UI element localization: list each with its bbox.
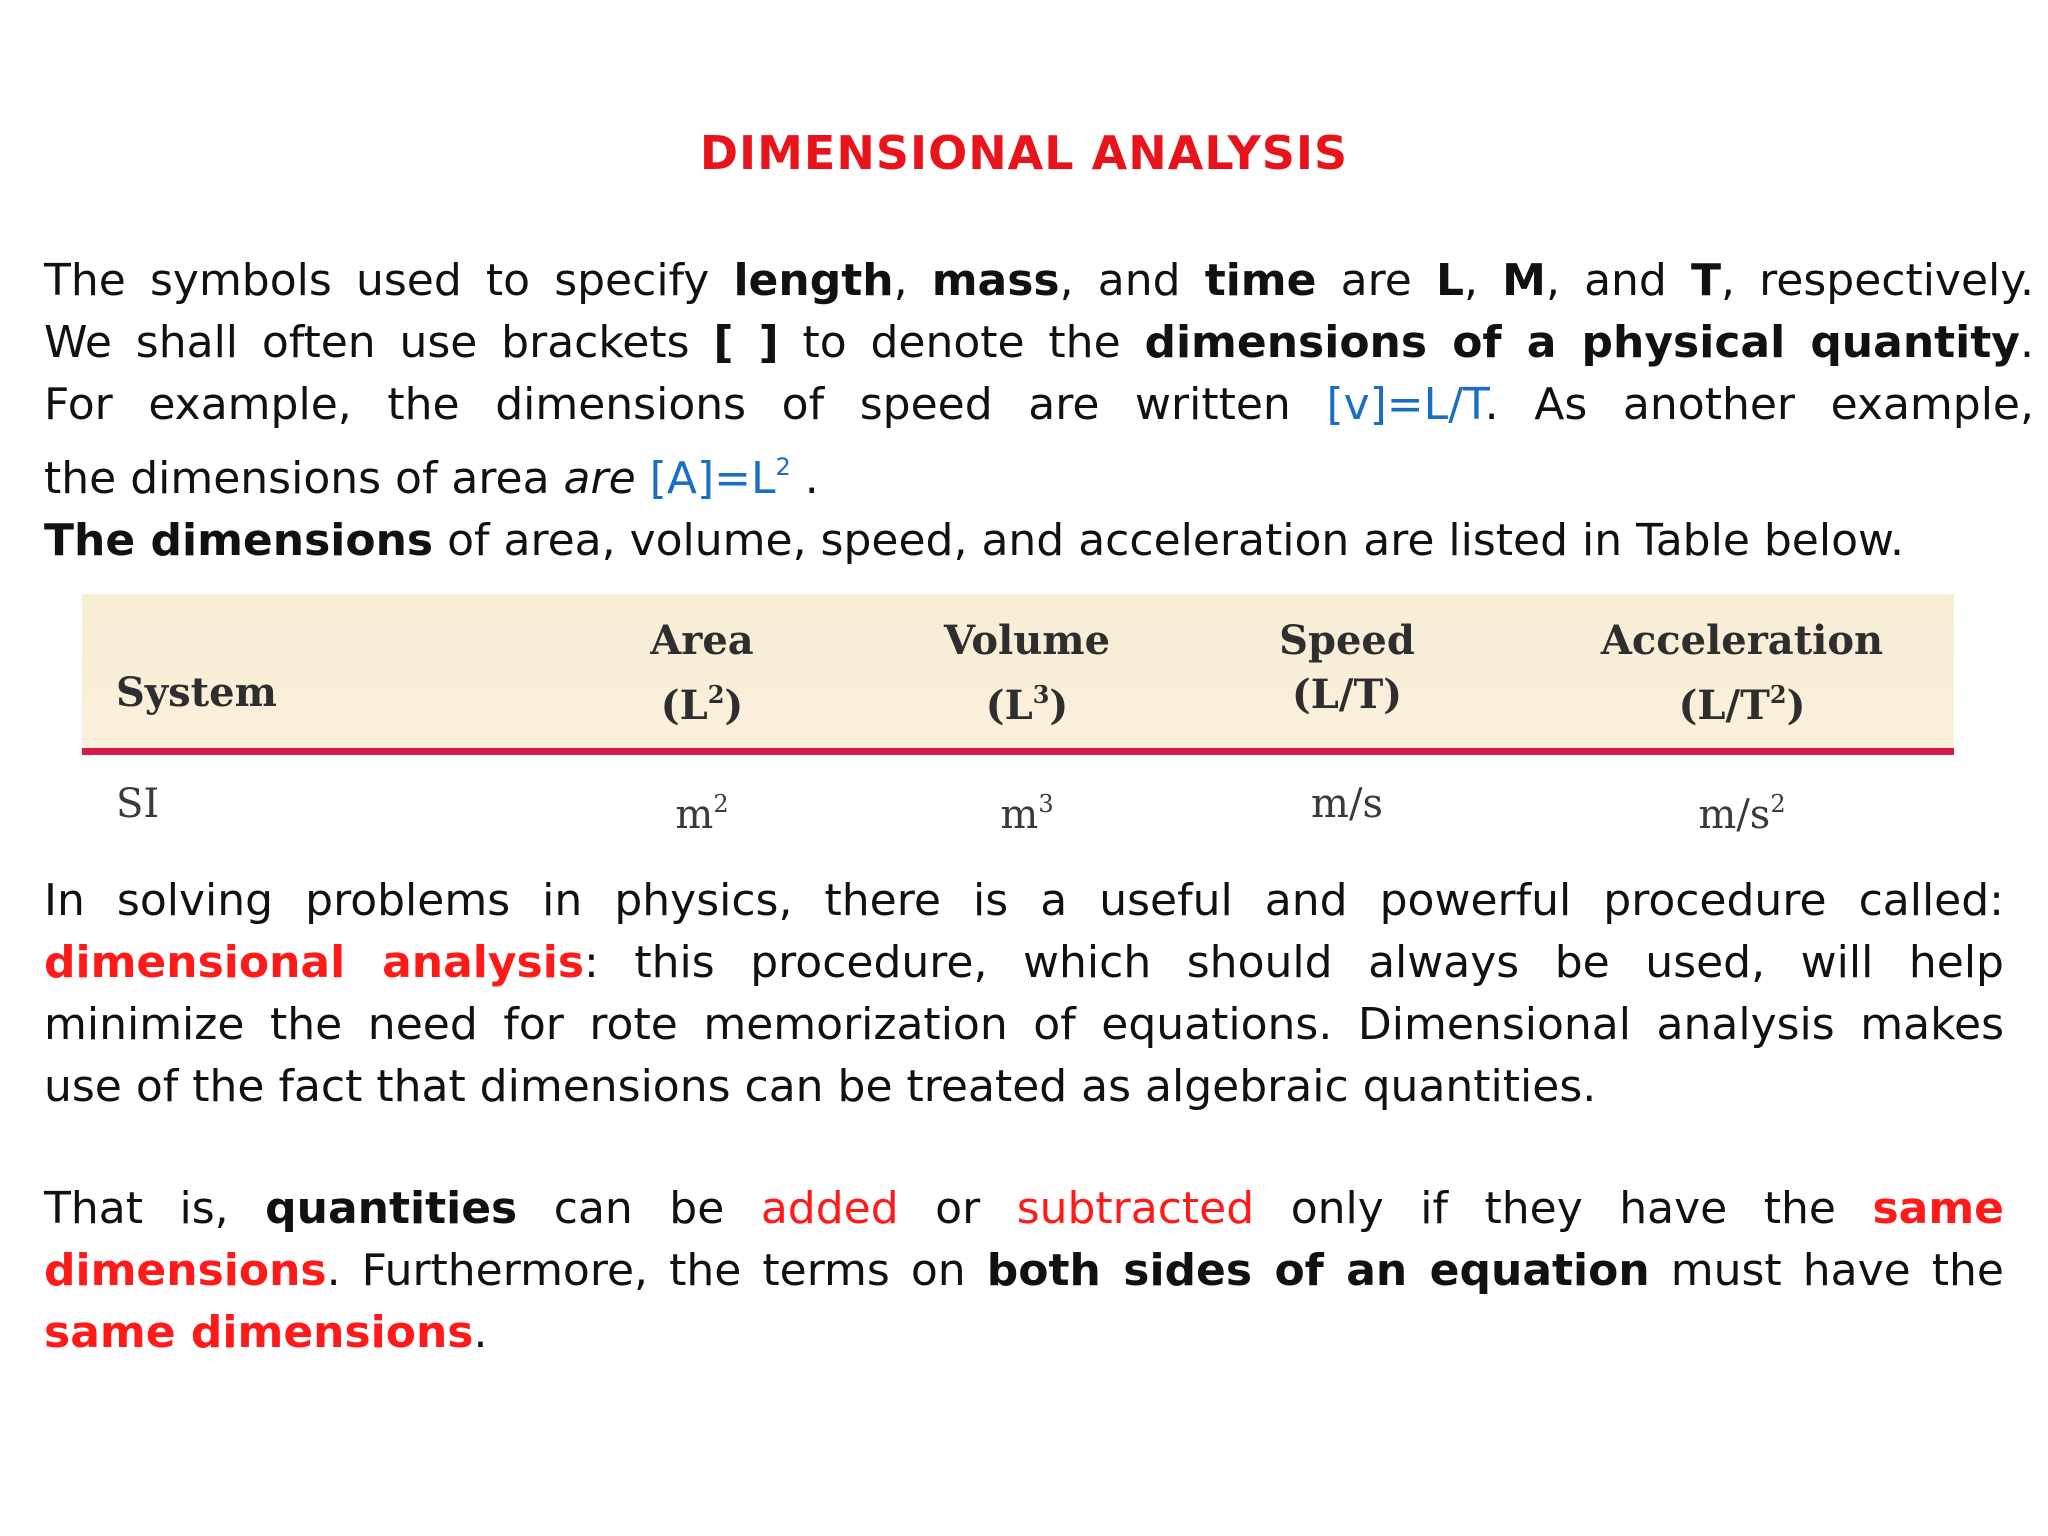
rules-line-2 <box>44 1240 2004 1302</box>
text: That is, <box>44 1183 266 1234</box>
header-acceleration-unit <box>1592 668 1892 733</box>
intro-line-5 <box>44 510 2034 572</box>
header-area-unit <box>602 668 802 733</box>
text: . <box>473 1307 488 1358</box>
term-the-dimensions: The dimensions <box>44 515 434 566</box>
text: only if they have the <box>1254 1183 1873 1234</box>
text: . Furthermore, the terms on <box>326 1245 987 1296</box>
header-speed-unit: (L/T) <box>1291 671 1403 718</box>
dimensions-table <box>82 594 1954 855</box>
text: , and <box>1059 255 1205 306</box>
cell-exponent: 2 <box>1770 790 1786 818</box>
unit-close: ) <box>724 682 744 729</box>
intro-paragraph <box>44 250 2034 572</box>
italic-are: are <box>563 453 636 504</box>
text: . As another example, <box>1484 379 2034 430</box>
text: . <box>790 453 819 504</box>
header-acceleration-label: Acceleration <box>1600 617 1884 664</box>
text: , and <box>1545 255 1691 306</box>
cell-system: SI <box>116 781 160 827</box>
text: We shall often use brackets <box>44 317 714 368</box>
analysis-line-3: minimize the need for rote memorization of equations. Dimensional analysis makes <box>44 999 2004 1050</box>
rules-paragraph <box>44 1178 2004 1364</box>
symbol-M: M <box>1502 255 1546 306</box>
table-header <box>82 594 1954 748</box>
unit-close: ) <box>1049 682 1069 729</box>
text: . <box>2019 317 2034 368</box>
intro-line-2 <box>44 312 2034 374</box>
text: For example, the dimensions of speed are written <box>44 379 1327 430</box>
header-speed-label: Speed <box>1279 617 1415 664</box>
brackets-symbol: [ ] <box>713 317 779 368</box>
text: the dimensions of area <box>44 453 564 504</box>
term-same: same <box>1872 1183 2005 1234</box>
cell-exponent: 2 <box>713 790 729 818</box>
area-formula-text: [A]=L <box>649 453 776 504</box>
term-dimensions-physical-quantity: dimensions of a physical quantity <box>1144 317 2020 368</box>
text: must have the <box>1649 1245 2004 1296</box>
text: , <box>1464 255 1503 306</box>
text: or <box>898 1183 1017 1234</box>
text: to denote the <box>778 317 1145 368</box>
header-volume-label: Volume <box>943 617 1111 664</box>
unit-close: ) <box>1786 682 1806 729</box>
header-volume <box>912 614 1142 733</box>
cell-exponent: 3 <box>1038 790 1054 818</box>
header-speed <box>1232 614 1462 722</box>
symbol-T: T <box>1691 255 1722 306</box>
term-length: length <box>733 255 894 306</box>
header-volume-unit <box>912 668 1142 733</box>
term-same-dimensions: same dimensions <box>44 1307 474 1358</box>
symbol-L: L <box>1435 255 1464 306</box>
text: The symbols used to specify <box>44 255 734 306</box>
term-added: added <box>760 1183 899 1234</box>
page-title: DIMENSIONAL ANALYSIS <box>699 126 1349 180</box>
rules-line-3 <box>44 1302 2004 1364</box>
table-rule <box>82 748 1954 755</box>
analysis-line-4: use of the fact that dimensions can be treated as algebraic quantities. <box>44 1061 1597 1112</box>
cell-text: m <box>675 792 714 838</box>
cell-volume <box>912 777 1142 842</box>
unit-text: (L <box>660 682 708 729</box>
term-both-sides: both sides of an equation <box>986 1245 1650 1296</box>
header-system: System <box>116 669 277 716</box>
unit-text: (L/T <box>1678 682 1770 729</box>
analysis-paragraph <box>44 870 2004 1118</box>
area-formula <box>650 453 791 504</box>
rules-line-1 <box>44 1178 2004 1240</box>
intro-line-1 <box>44 250 2034 312</box>
text: , respectively. <box>1721 255 2035 306</box>
term-subtracted: subtracted <box>1016 1183 1255 1234</box>
text: : this procedure, which should always be used, will help <box>584 937 2004 988</box>
term-dimensional-analysis: dimensional analysis <box>44 937 585 988</box>
unit-exponent: 2 <box>707 680 725 709</box>
speed-formula: [v]=L/T <box>1326 379 1485 430</box>
analysis-line-2 <box>44 932 2004 994</box>
cell-speed: m/s <box>1311 781 1383 827</box>
unit-exponent: 3 <box>1032 680 1050 709</box>
text: are <box>1316 255 1436 306</box>
unit-text: (L <box>985 682 1033 729</box>
cell-text: m/s <box>1698 792 1771 838</box>
text: of area, volume, speed, and acceleration are listed in Table below. <box>433 515 1904 566</box>
intro-line-4 <box>44 436 2034 510</box>
term-time: time <box>1204 255 1317 306</box>
term-mass: mass <box>931 255 1060 306</box>
intro-line-3 <box>44 374 2034 436</box>
term-quantities: quantities <box>265 1183 518 1234</box>
term-dimensions: dimensions <box>44 1245 327 1296</box>
header-acceleration <box>1592 614 1892 733</box>
header-area-label: Area <box>650 617 754 664</box>
text: , <box>893 255 932 306</box>
cell-area <box>602 777 802 842</box>
unit-exponent: 2 <box>1769 680 1787 709</box>
analysis-line-1: In solving problems in physics, there is a useful and powerful procedure called: <box>44 875 2004 926</box>
text: can be <box>517 1183 761 1234</box>
cell-text: m <box>1000 792 1039 838</box>
cell-acceleration <box>1592 777 1892 842</box>
area-formula-exponent: 2 <box>775 453 791 481</box>
table-row <box>82 755 1954 855</box>
header-area <box>602 614 802 733</box>
